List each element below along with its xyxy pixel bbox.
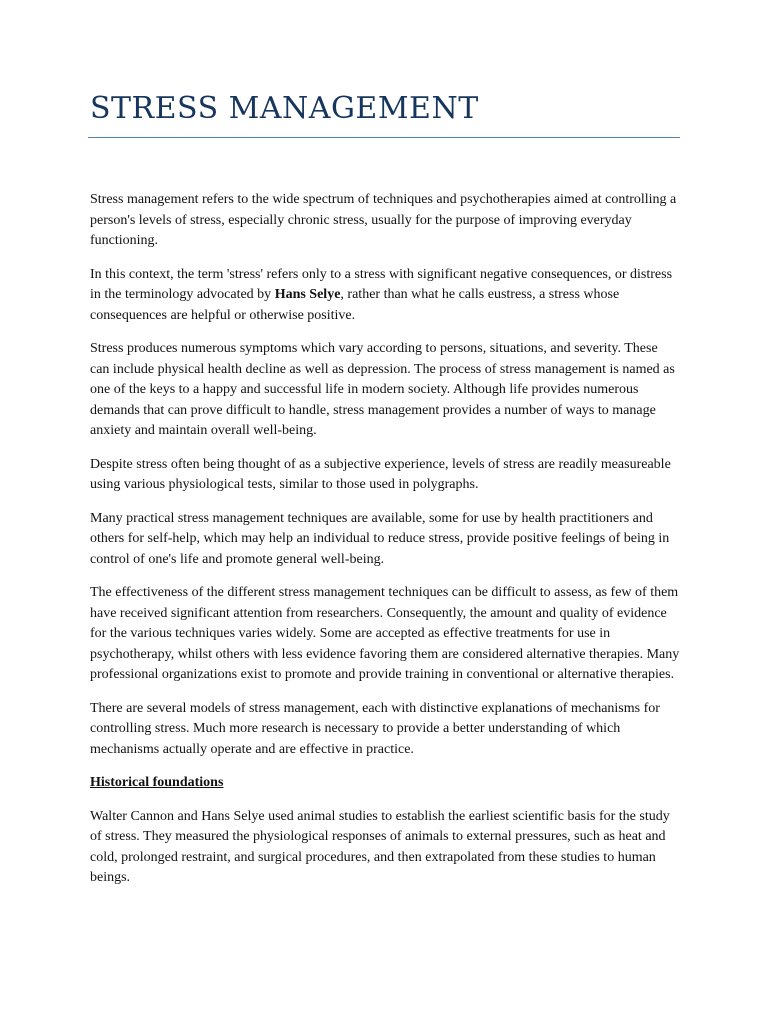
paragraph-techniques: Many practical stress management techniques are available, some for use by health practitioners and others for self-help, which may help an individual to reduce stress, provide positive feelings of being in control of one's life and promote general well-being. [90,510,670,567]
section-heading-historical-foundations: Historical foundations [90,775,224,790]
hans-selye-bold-name: Hans Selye [274,287,341,302]
document-title: STRESS MANAGEMENT [90,91,479,126]
paragraph-effectiveness: The effectiveness of the different stress management techniques can be difficult to assess, as few of them have received significant attention from researchers. Consequently, the amount and quality of evidence for the various techniques varies widely. Some are accepted as effective treatments for use in psychotherapy, whilst others with less evidence favoring them are considered alternative therapies. Many professional organizations exist to promote and provide training in conventional or alternative therapies. [90,585,680,682]
paragraph-context [90,265,680,327]
paragraph-context-start: In this context, the term 'stress' refers only to a stress with significant negative consequences, or distress in the terminology advocated by [90,266,673,302]
paragraph-historical-foundations: Walter Cannon and Hans Selye used animal studies to establish the earliest scientific basis for the study of stress. They measured the physiological responses of animals to external pressures, such as heat and cold, prolonged restraint, and surgical procedures, and then extrapolated from these studies to human beings. [90,808,670,885]
paragraph-measurement: Despite stress often being thought of as a subjective experience, levels of stress are readily measureable using various physiological tests, similar to those used in polygraphs. [90,456,671,492]
title-underline-rule [88,137,680,138]
paragraph-context-end: , rather than what he calls eustress, a stress whose consequences are helpful or otherwise positive. [90,287,620,323]
paragraph-models: There are several models of stress management, each with distinctive explanations of mechanisms for controlling stress. Much more research is necessary to provide a better understanding of which mechanisms actually operate and are effective in practice. [90,700,660,757]
paragraph-symptoms: Stress produces numerous symptoms which vary according to persons, situations, and severity. These can include physical health decline as well as depression. The process of stress management is named as one of the keys to a happy and successful life in modern society. Although life provides numerous demands that can prove difficult to handle, stress management provides a number of ways to manage anxiety and maintain overall well-being. [90,341,675,438]
document-body [90,190,680,902]
paragraph-definition: Stress management refers to the wide spectrum of techniques and psychotherapies aimed at controlling a person's levels of stress, especially chronic stress, usually for the purpose of improving everyday functioning. [90,192,677,248]
